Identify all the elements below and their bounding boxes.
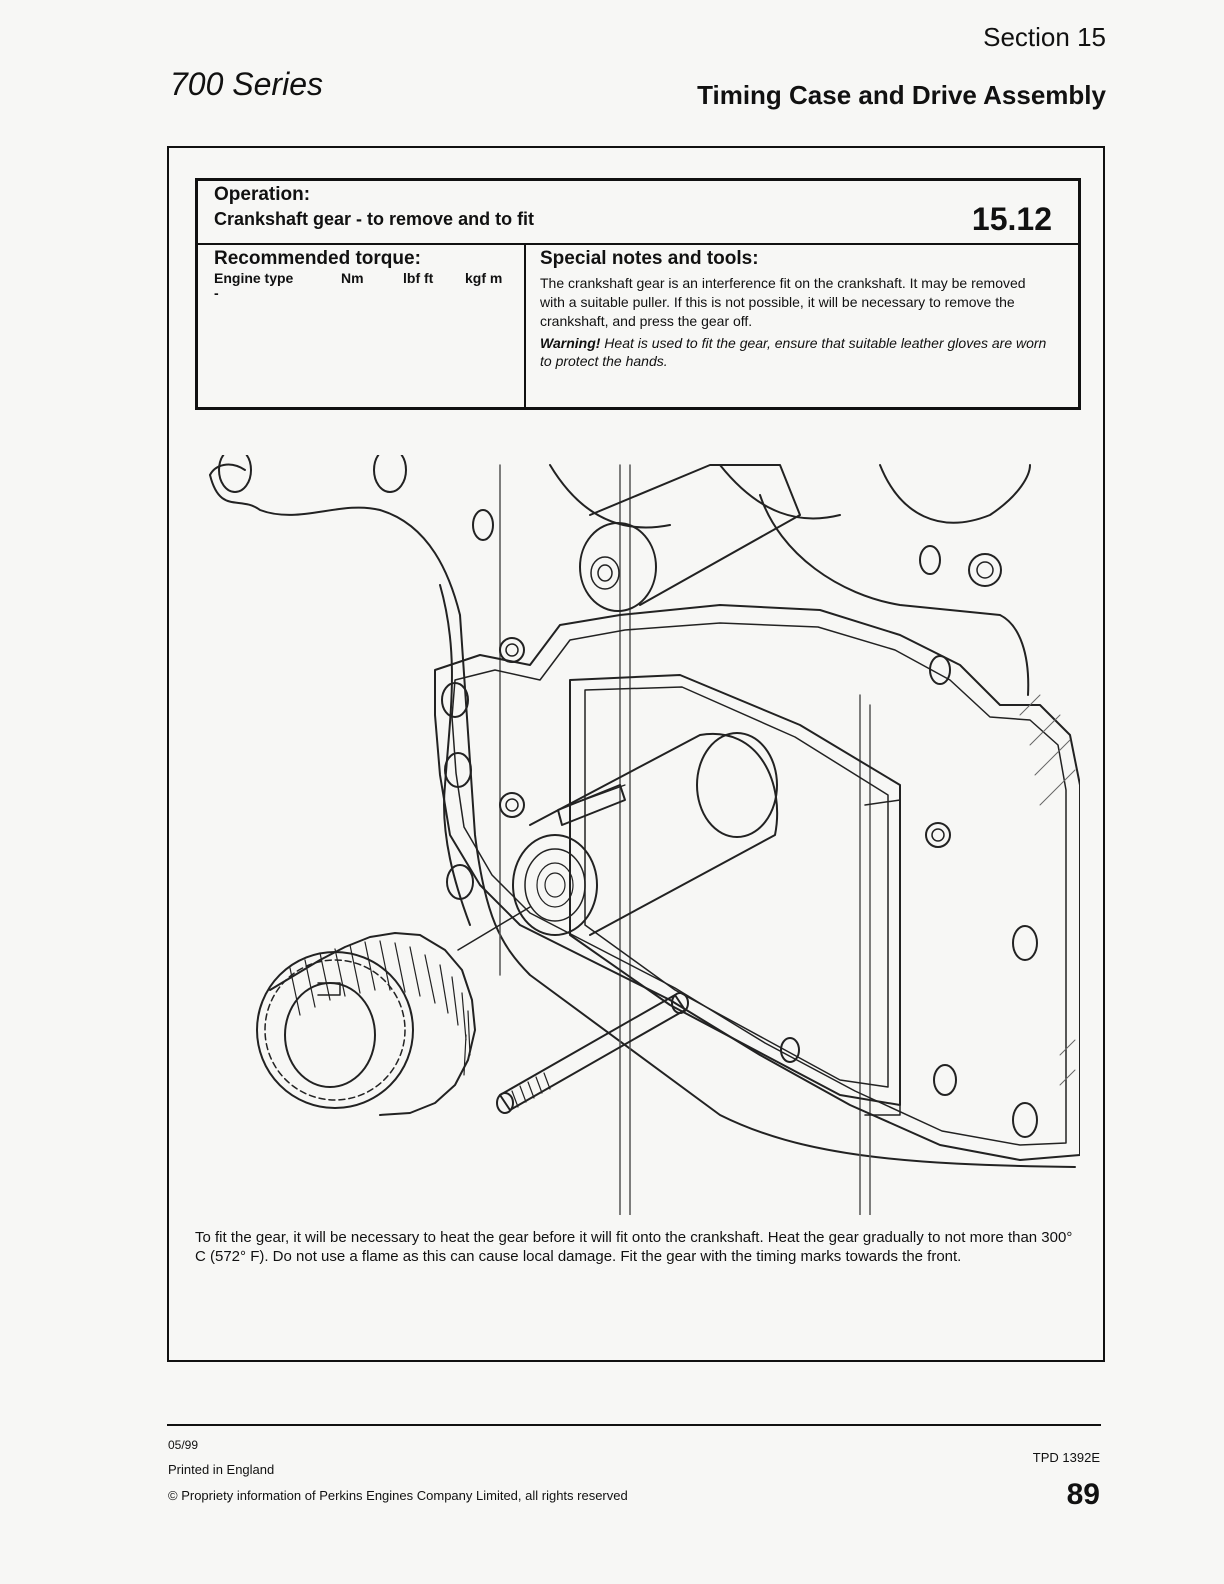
page-number: 89 [1066, 1478, 1100, 1511]
operation-code: 15.12 [971, 201, 1052, 237]
torque-row: - [214, 285, 219, 301]
footer-divider [167, 1424, 1101, 1426]
footer-date: 05/99 [168, 1438, 199, 1452]
crankshaft-gear-illustration [200, 455, 1080, 1215]
torque-col-lbf-ft: lbf ft [403, 270, 434, 286]
torque-title: Recommended torque: [214, 248, 421, 269]
torque-panel [198, 243, 526, 407]
crankshaft-gear [257, 933, 475, 1115]
crankshaft-nose [513, 733, 777, 935]
bolt-holes [219, 455, 1037, 1137]
fitting-instructions: To fit the gear, it will be necessary to heat the gear before it will fit onto the crankshaft. Heat the gear gradually to not more than 300° C (572° F). Do not use a flame as this can cause local damage. Fit the gear with the timing marks towards the front. [195, 1229, 1073, 1265]
footer-printed: Printed in England [168, 1462, 275, 1477]
guide-stud [497, 993, 688, 1113]
warning-text: Heat is used to fit the gear, ensure that suitable leather gloves are worn to protect the hands. [540, 335, 1047, 369]
camshaft [580, 465, 800, 611]
operation-name: Crankshaft gear - to remove and to fit [214, 209, 535, 229]
footer-copyright: © Propriety information of Perkins Engines Company Limited, all rights reserved [168, 1488, 628, 1503]
torque-col-nm: Nm [341, 270, 364, 286]
notes-title: Special notes and tools: [540, 248, 759, 269]
footer-doc-ref: TPD 1392E [1032, 1450, 1100, 1465]
warning-label: Warning! [540, 335, 601, 351]
warning-note [540, 334, 1060, 370]
section-title: Timing Case and Drive Assembly [697, 80, 1106, 110]
notes-body: The crankshaft gear is an interference fit on the crankshaft. It may be removed with a suitable puller. If this is not possible, it will be necessary to remove the crankshaft, and press the gear off. [540, 275, 1026, 329]
torque-col-engine-type: Engine type [214, 270, 294, 286]
series-title: 700 Series [170, 66, 323, 102]
timing-case-outline [210, 465, 1075, 1215]
operation-header [198, 181, 1078, 245]
operation-box [195, 178, 1081, 410]
notes-panel [526, 243, 1078, 407]
operation-label: Operation: [214, 184, 311, 205]
section-number: Section 15 [983, 22, 1106, 52]
alignment-line [458, 907, 530, 950]
torque-col-kgf-m: kgf m [465, 270, 503, 286]
